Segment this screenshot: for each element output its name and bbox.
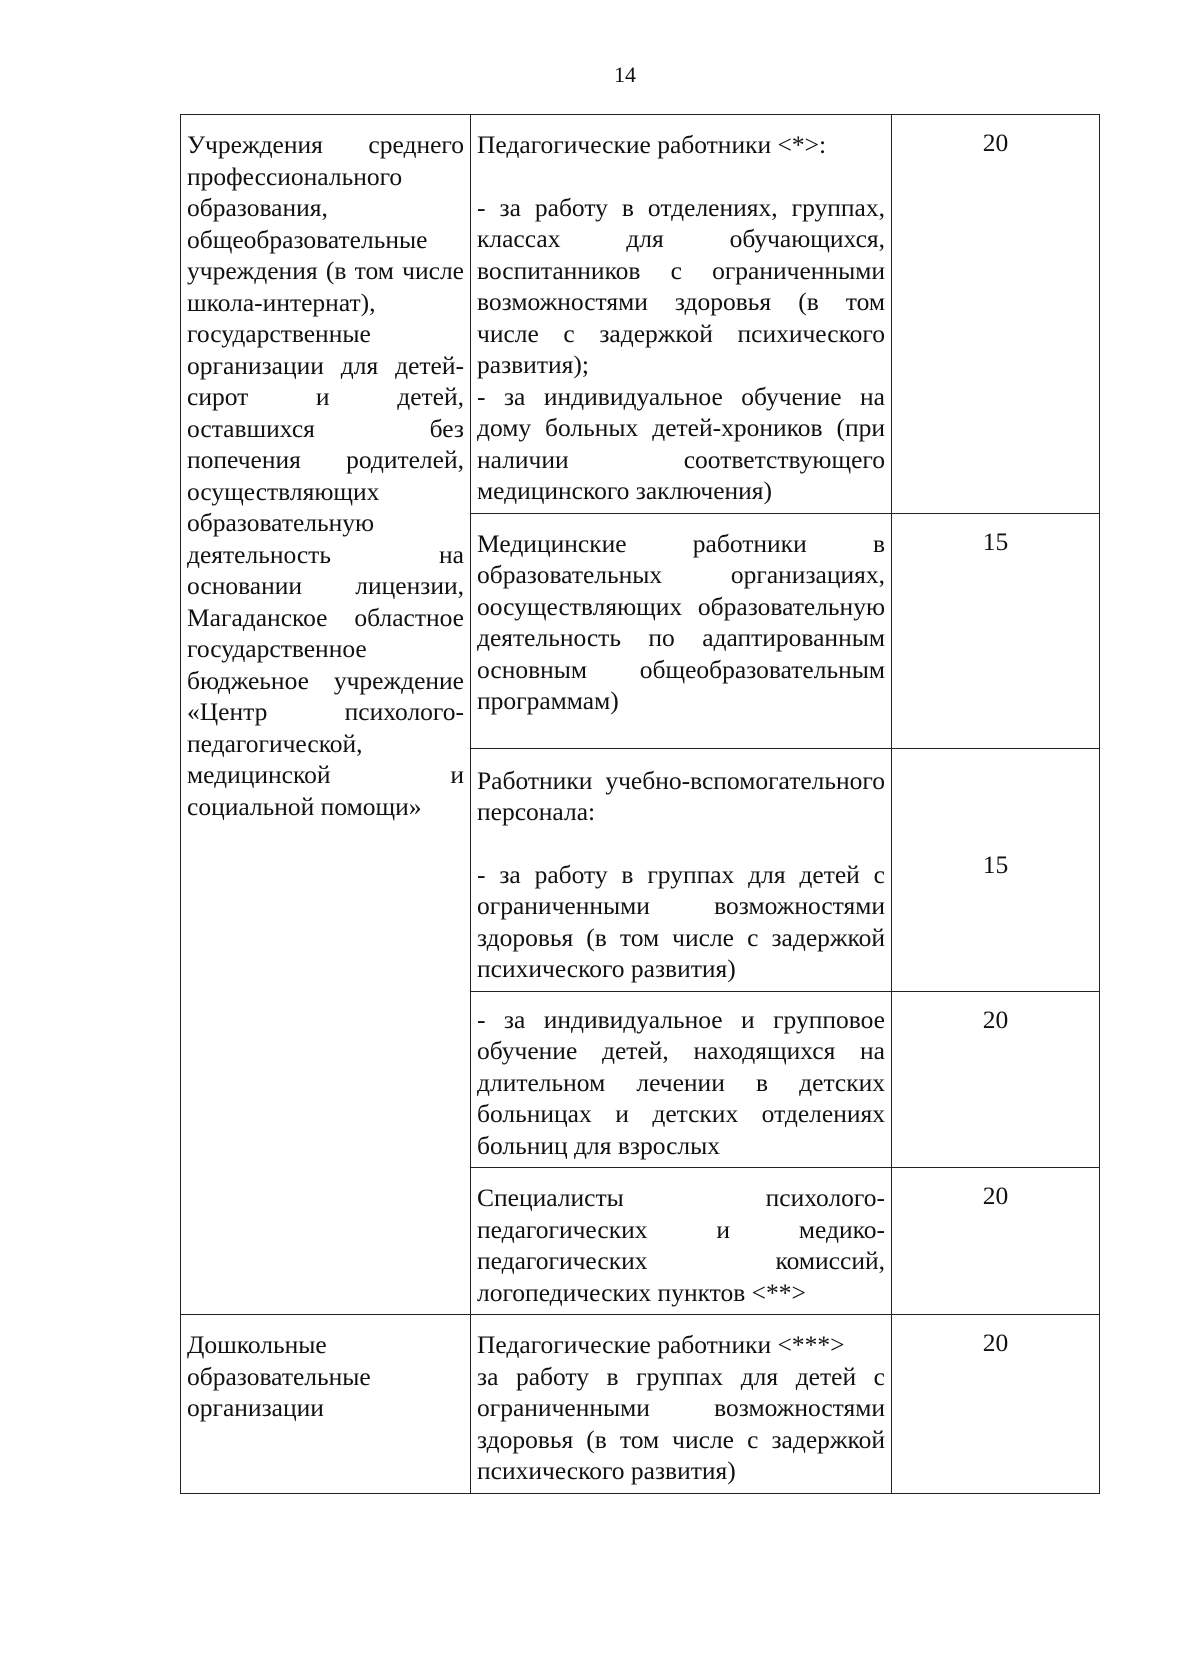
coefficient-cell: 20 — [892, 115, 1100, 514]
category-heading: Педагогические работники <***> — [477, 1330, 845, 1359]
category-item: - за работу в группах для детей с ограниченными возможностями здоровья (в том числе с задержкой психического развития) — [477, 859, 885, 983]
category-cell — [471, 1315, 892, 1494]
category-heading: Работники учебно-вспомогательного персонала: — [477, 765, 885, 826]
page-number: 14 — [614, 62, 636, 87]
category-cell — [471, 513, 892, 748]
category-item: - за работу в отделениях, группах, классах для обучающихся, воспитанников с ограниченными возможностями здоровья (в том числе с задержкой психического развития); — [477, 192, 885, 379]
table-row — [181, 115, 1100, 514]
coefficients-table — [180, 114, 1100, 1494]
category-item: за работу в группах для детей с ограниченными возможностями здоровья (в том числе с задержкой психического развития) — [477, 1361, 885, 1485]
category-item: - за индивидуальное обучение на дому больных детей-хроников (при наличии соответствующего медицинского заключения) — [477, 381, 885, 505]
category-cell — [471, 115, 892, 514]
institution-cell — [181, 1315, 471, 1494]
institution-text: Дошкольные образовательные организации — [187, 1330, 371, 1422]
institution-cell — [181, 115, 471, 1315]
coefficient-cell: 15 — [892, 513, 1100, 748]
category-text: Медицинские работники в образовательных организациях, оосуществляющих образовательную деятельность по адаптированным основным общеобразовательным программам) — [477, 528, 885, 715]
coefficient-cell: 20 — [892, 991, 1100, 1168]
category-cell — [471, 991, 892, 1168]
coefficient-value: 15 — [982, 849, 1009, 879]
category-cell — [471, 1168, 892, 1315]
category-text: Специалисты психолого-педагогических и медико-педагогических комиссий, логопедических пунктов <**> — [477, 1183, 885, 1307]
institution-text: Учреждения среднего профессионального образования, общеобразовательные учреждения (в том числе школа-интернат), государственные организации для детей-сирот и детей, оставшихся без попечения родителей, осуществляющих образовательную деятельность на основании лицензии, Магаданское областное государственное бюджеьное учреждение «Центр психолого-педагогической, медицинской и социальной помощи» — [187, 130, 464, 821]
spacer — [477, 161, 885, 192]
spacer — [477, 828, 885, 859]
table-row — [181, 1315, 1100, 1494]
category-cell — [471, 748, 892, 991]
coefficient-cell — [892, 748, 1100, 991]
category-heading: Педагогические работники <*>: — [477, 130, 827, 159]
coefficient-cell: 20 — [892, 1315, 1100, 1494]
category-text: - за индивидуальное и групповое обучение детей, находящихся на длительном лечении в детских больницах и детских отделениях больниц для взрослых — [477, 1004, 885, 1160]
coefficient-cell: 20 — [892, 1168, 1100, 1315]
